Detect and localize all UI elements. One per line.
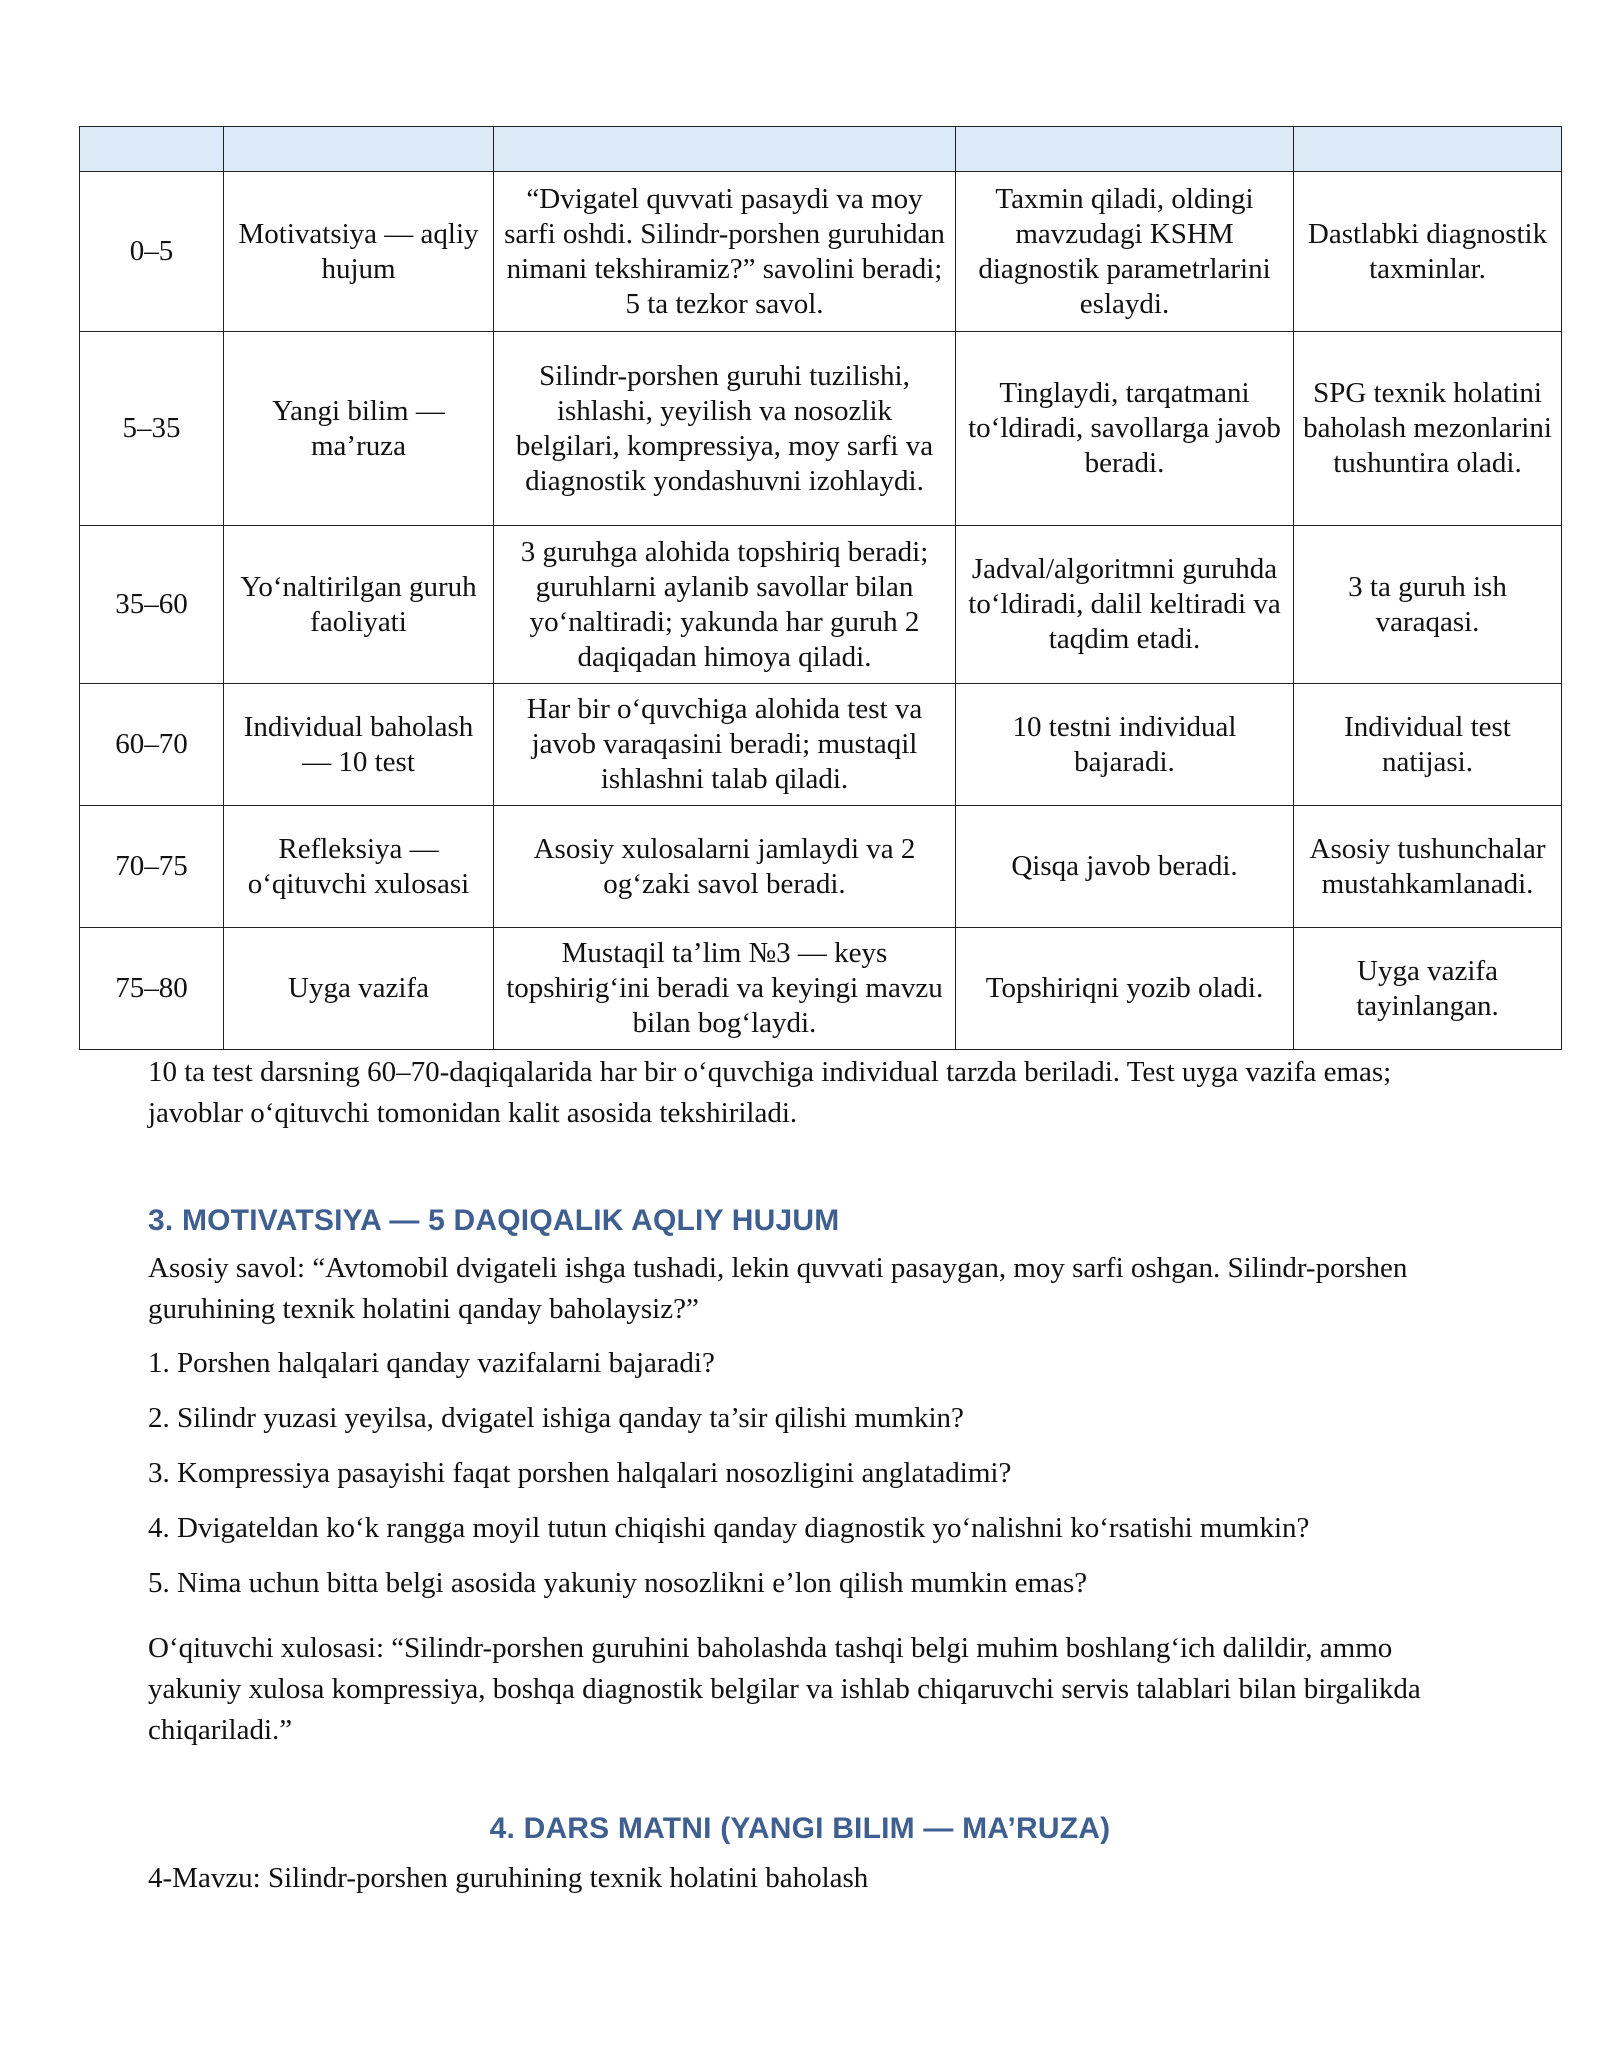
table-row <box>80 172 1562 332</box>
stage-cell: Individual baholash — 10 test <box>224 684 494 806</box>
teacher-activity-cell: Har bir o‘quvchiga alohida test va javob varaqasini beradi; mustaqil ishlashni talab qiladi. <box>494 684 956 806</box>
stage-cell: Motivatsiya — aqliy hujum <box>224 172 494 332</box>
header-cell-time <box>80 127 224 172</box>
student-activity-cell: Tinglaydi, tarqatmani to‘ldiradi, savollarga javob beradi. <box>956 332 1294 526</box>
lesson-plan-table <box>79 126 1562 1050</box>
table-row <box>80 928 1562 1050</box>
result-cell: 3 ta guruh ish varaqasi. <box>1294 526 1562 684</box>
test-note-paragraph: 10 ta test darsning 60–70-daqiqalarida har bir o‘quvchiga individual tarzda beriladi. Test uyga vazifa emas; javoblar o‘qituvchi tomonidan kalit asosida tekshiriladi. <box>148 1056 1392 1129</box>
time-cell: 70–75 <box>80 806 224 928</box>
stage-cell: Yo‘naltirilgan guruh faoliyati <box>224 526 494 684</box>
result-cell: Dastlabki diagnostik taxminlar. <box>1294 172 1562 332</box>
result-cell: Asosiy tushunchalar mustahkamlanadi. <box>1294 806 1562 928</box>
header-cell-teacher <box>494 127 956 172</box>
header-cell-result <box>1294 127 1562 172</box>
stage-cell: Refleksiya — o‘qituvchi xulosasi <box>224 806 494 928</box>
table-row <box>80 806 1562 928</box>
student-activity-cell: 10 testni individual bajaradi. <box>956 684 1294 806</box>
topic-line: 4-Mavzu: Silindr-porshen guruhining texnik holatini baholash <box>148 1862 869 1894</box>
time-cell: 5–35 <box>80 332 224 526</box>
stage-cell: Yangi bilim — ma’ruza <box>224 332 494 526</box>
list-item: 4. Dvigateldan ko‘k rangga moyil tutun chiqishi qanday diagnostik yo‘nalishni ko‘rsatishi mumkin? <box>148 1512 1310 1544</box>
result-cell: Individual test natijasi. <box>1294 684 1562 806</box>
teacher-activity-cell: Asosiy xulosalarni jamlaydi va 2 og‘zaki savol beradi. <box>494 806 956 928</box>
section-4-heading: 4. DARS MATNI (YANGI BILIM — MA’RUZA) <box>489 1812 1111 1845</box>
student-activity-cell: Jadval/algoritmni guruhda to‘ldiradi, dalil keltiradi va taqdim etadi. <box>956 526 1294 684</box>
stage-cell: Uyga vazifa <box>224 928 494 1050</box>
result-cell: SPG texnik holatini baholash mezonlarini tushuntira oladi. <box>1294 332 1562 526</box>
result-cell: Uyga vazifa tayinlangan. <box>1294 928 1562 1050</box>
table-header-row <box>80 127 1562 172</box>
teacher-activity-cell: “Dvigatel quvvati pasaydi va moy sarfi oshdi. Silindr-porshen guruhidan nimani tekshiramiz?” savolini beradi; 5 ta tezkor savol. <box>494 172 956 332</box>
list-item: 1. Porshen halqalari qanday vazifalarni bajaradi? <box>148 1347 715 1379</box>
student-activity-cell: Topshiriqni yozib oladi. <box>956 928 1294 1050</box>
table-row <box>80 332 1562 526</box>
list-item: 5. Nima uchun bitta belgi asosida yakuniy nosozlikni e’lon qilish mumkin emas? <box>148 1567 1088 1599</box>
teacher-conclusion-paragraph: O‘qituvchi xulosasi: “Silindr-porshen guruhini baholashda tashqi belgi muhim boshlang‘ich dalildir, ammo yakuniy xulosa kompressiya, boshqa diagnostik belgilar va ishlab chiqaruvchi servis talablari bilan birgalikda chiqariladi.” <box>148 1632 1421 1746</box>
question-list <box>148 1343 1488 1604</box>
teacher-activity-cell: Mustaqil ta’lim №3 — keys topshirig‘ini beradi va keyingi mavzu bilan bog‘laydi. <box>494 928 956 1050</box>
time-cell: 60–70 <box>80 684 224 806</box>
list-item: 2. Silindr yuzasi yeyilsa, dvigatel ishiga qanday ta’sir qilishi mumkin? <box>148 1402 964 1434</box>
teacher-activity-cell: 3 guruhga alohida topshiriq beradi; guruhlarni aylanib savollar bilan yo‘naltiradi; yakunda har guruh 2 daqiqadan himoya qiladi. <box>494 526 956 684</box>
header-cell-stage <box>224 127 494 172</box>
time-cell: 0–5 <box>80 172 224 332</box>
student-activity-cell: Qisqa javob beradi. <box>956 806 1294 928</box>
main-question-paragraph: Asosiy savol: “Avtomobil dvigateli ishga tushadi, lekin quvvati pasaygan, moy sarfi oshgan. Silindr-porshen guruhining texnik holatini qanday baholaysiz?” <box>148 1252 1408 1325</box>
time-cell: 35–60 <box>80 526 224 684</box>
section-3-heading: 3. MOTIVATSIYA — 5 DAQIQALIK AQLIY HUJUM <box>148 1204 840 1237</box>
teacher-activity-cell: Silindr-porshen guruhi tuzilishi, ishlashi, yeyilish va nosozlik belgilari, kompressiya, moy sarfi va diagnostik yondashuvni izohlaydi. <box>494 332 956 526</box>
table-row <box>80 684 1562 806</box>
list-item: 3. Kompressiya pasayishi faqat porshen halqalari nosozligini anglatadimi? <box>148 1457 1012 1489</box>
header-cell-student <box>956 127 1294 172</box>
student-activity-cell: Taxmin qiladi, oldingi mavzudagi KSHM diagnostik parametrlarini eslaydi. <box>956 172 1294 332</box>
time-cell: 75–80 <box>80 928 224 1050</box>
table-row <box>80 526 1562 684</box>
